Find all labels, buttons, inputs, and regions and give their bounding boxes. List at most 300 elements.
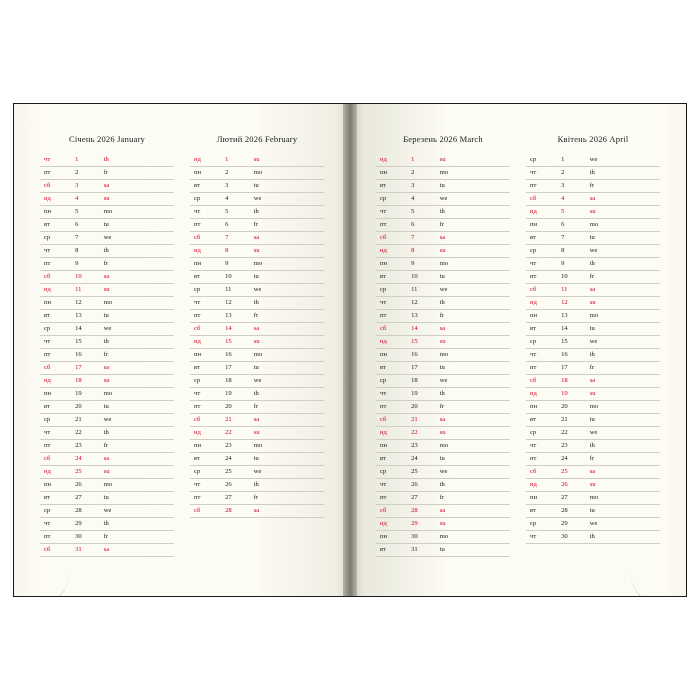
day-weekday-uk: нд: [376, 427, 411, 440]
day-weekday-en: sa: [440, 323, 510, 336]
day-weekday-uk: пн: [376, 167, 411, 180]
day-row: [376, 310, 510, 323]
day-weekday-en: tu: [440, 544, 510, 557]
month-title-february: Лютий 2026 February: [216, 134, 298, 144]
day-number: 5: [75, 206, 104, 219]
day-number: 23: [225, 440, 254, 453]
day-weekday-en: su: [104, 466, 174, 479]
day-row: [40, 336, 174, 349]
day-number: 27: [561, 492, 590, 505]
day-row: [40, 206, 174, 219]
day-weekday-uk: пн: [376, 531, 411, 544]
day-row: [526, 245, 660, 258]
day-weekday-en: we: [440, 466, 510, 479]
day-weekday-en: su: [254, 154, 324, 167]
day-weekday-uk: чт: [376, 297, 411, 310]
day-weekday-en: su: [440, 154, 510, 167]
day-weekday-uk: пн: [376, 349, 411, 362]
day-row: [190, 375, 324, 388]
day-weekday-uk: нд: [376, 336, 411, 349]
day-row: [40, 427, 174, 440]
day-row: [376, 531, 510, 544]
day-weekday-en: fr: [254, 401, 324, 414]
day-row: [376, 245, 510, 258]
month-title-january: Січень 2026 January: [69, 134, 145, 144]
day-number: 18: [411, 375, 440, 388]
day-number: 23: [411, 440, 440, 453]
day-number: 28: [561, 505, 590, 518]
day-number: 12: [75, 297, 104, 310]
day-weekday-en: fr: [254, 219, 324, 232]
day-weekday-uk: пт: [526, 453, 561, 466]
day-weekday-uk: нд: [190, 336, 225, 349]
day-number: 21: [561, 414, 590, 427]
day-number: 2: [561, 167, 590, 180]
day-number: 8: [411, 245, 440, 258]
day-weekday-uk: пн: [526, 401, 561, 414]
day-weekday-en: tu: [254, 362, 324, 375]
day-weekday-en: th: [590, 258, 660, 271]
day-row: [40, 414, 174, 427]
day-weekday-en: sa: [254, 414, 324, 427]
day-weekday-uk: вт: [376, 453, 411, 466]
day-row: [376, 505, 510, 518]
day-weekday-uk: сб: [190, 232, 225, 245]
day-row: [190, 219, 324, 232]
day-weekday-uk: ср: [526, 336, 561, 349]
day-weekday-en: tu: [104, 310, 174, 323]
day-row: [376, 323, 510, 336]
day-row: [190, 349, 324, 362]
day-weekday-en: fr: [590, 180, 660, 193]
day-weekday-uk: пн: [526, 310, 561, 323]
day-row: [526, 336, 660, 349]
day-weekday-en: th: [104, 336, 174, 349]
day-number: 10: [411, 271, 440, 284]
day-number: 16: [75, 349, 104, 362]
day-number: 4: [561, 193, 590, 206]
day-weekday-uk: пт: [40, 258, 75, 271]
day-number: 18: [75, 375, 104, 388]
day-number: 6: [411, 219, 440, 232]
day-number: 12: [561, 297, 590, 310]
day-weekday-uk: чт: [190, 479, 225, 492]
day-row: [40, 245, 174, 258]
day-weekday-uk: пт: [40, 440, 75, 453]
day-weekday-uk: ср: [190, 375, 225, 388]
day-number: 28: [411, 505, 440, 518]
day-weekday-en: sa: [104, 362, 174, 375]
day-weekday-uk: ср: [526, 518, 561, 531]
day-weekday-en: sa: [590, 284, 660, 297]
day-weekday-en: tu: [440, 180, 510, 193]
day-number: 6: [75, 219, 104, 232]
day-weekday-uk: ср: [40, 505, 75, 518]
day-row: [40, 258, 174, 271]
day-weekday-uk: ср: [40, 232, 75, 245]
day-number: 11: [411, 284, 440, 297]
day-number: 15: [561, 336, 590, 349]
day-number: 13: [561, 310, 590, 323]
day-weekday-en: mo: [104, 388, 174, 401]
day-weekday-uk: сб: [526, 284, 561, 297]
day-row: [190, 362, 324, 375]
day-weekday-uk: пн: [376, 258, 411, 271]
day-row: [40, 154, 174, 167]
day-weekday-en: we: [590, 518, 660, 531]
day-weekday-uk: пн: [40, 206, 75, 219]
day-weekday-uk: вт: [190, 180, 225, 193]
day-number: 31: [75, 544, 104, 557]
day-weekday-uk: нд: [526, 297, 561, 310]
day-row: [190, 297, 324, 310]
day-weekday-uk: пт: [526, 362, 561, 375]
day-weekday-en: mo: [590, 310, 660, 323]
day-number: 24: [561, 453, 590, 466]
day-weekday-uk: ср: [376, 284, 411, 297]
day-weekday-uk: сб: [190, 414, 225, 427]
day-number: 25: [225, 466, 254, 479]
day-weekday-uk: вт: [376, 544, 411, 557]
day-row: [376, 466, 510, 479]
day-weekday-uk: нд: [40, 375, 75, 388]
day-row: [190, 427, 324, 440]
day-row: [376, 258, 510, 271]
day-row: [376, 180, 510, 193]
day-weekday-uk: сб: [376, 505, 411, 518]
day-weekday-uk: пт: [376, 401, 411, 414]
day-weekday-en: mo: [104, 206, 174, 219]
calendar-spread: [14, 104, 686, 596]
day-row: [526, 349, 660, 362]
day-number: 15: [411, 336, 440, 349]
day-number: 2: [75, 167, 104, 180]
day-number: 7: [225, 232, 254, 245]
day-number: 26: [225, 479, 254, 492]
day-row: [526, 440, 660, 453]
day-weekday-uk: ср: [190, 466, 225, 479]
day-weekday-en: th: [254, 479, 324, 492]
day-weekday-en: we: [440, 193, 510, 206]
day-number: 21: [411, 414, 440, 427]
day-weekday-en: tu: [590, 323, 660, 336]
day-weekday-uk: чт: [526, 167, 561, 180]
day-weekday-en: tu: [104, 492, 174, 505]
day-weekday-en: su: [104, 284, 174, 297]
day-row: [190, 466, 324, 479]
day-row: [190, 258, 324, 271]
day-weekday-en: su: [104, 375, 174, 388]
day-weekday-uk: сб: [40, 271, 75, 284]
day-weekday-en: tu: [254, 271, 324, 284]
day-weekday-en: fr: [590, 271, 660, 284]
day-number: 20: [411, 401, 440, 414]
day-row: [40, 193, 174, 206]
day-weekday-uk: вт: [526, 323, 561, 336]
day-weekday-uk: пт: [190, 310, 225, 323]
day-weekday-en: sa: [590, 375, 660, 388]
day-row: [376, 518, 510, 531]
day-weekday-en: su: [440, 427, 510, 440]
day-weekday-uk: чт: [190, 206, 225, 219]
day-weekday-uk: вт: [40, 401, 75, 414]
day-number: 22: [75, 427, 104, 440]
day-weekday-uk: ср: [190, 284, 225, 297]
day-row: [526, 505, 660, 518]
day-row: [190, 401, 324, 414]
day-row: [190, 336, 324, 349]
day-weekday-en: sa: [254, 232, 324, 245]
day-row: [526, 310, 660, 323]
day-row: [526, 466, 660, 479]
day-row: [376, 193, 510, 206]
day-row: [376, 440, 510, 453]
day-weekday-uk: сб: [526, 466, 561, 479]
day-weekday-uk: вт: [190, 271, 225, 284]
day-weekday-en: fr: [440, 219, 510, 232]
day-number: 3: [561, 180, 590, 193]
day-row: [40, 518, 174, 531]
day-number: 26: [561, 479, 590, 492]
day-row: [526, 258, 660, 271]
day-row: [376, 219, 510, 232]
day-weekday-en: th: [254, 206, 324, 219]
day-number: 7: [411, 232, 440, 245]
day-weekday-en: th: [440, 388, 510, 401]
day-number: 19: [75, 388, 104, 401]
day-weekday-en: su: [590, 297, 660, 310]
day-weekday-uk: пт: [190, 219, 225, 232]
day-weekday-uk: пт: [190, 492, 225, 505]
day-weekday-en: fr: [590, 362, 660, 375]
day-weekday-uk: нд: [526, 206, 561, 219]
day-weekday-en: we: [440, 375, 510, 388]
day-weekday-en: we: [104, 414, 174, 427]
day-weekday-uk: нд: [526, 388, 561, 401]
day-number: 20: [75, 401, 104, 414]
month-title-march: Березень 2026 March: [403, 134, 483, 144]
day-row: [526, 206, 660, 219]
day-row: [526, 479, 660, 492]
day-row: [190, 492, 324, 505]
day-table-april: [526, 154, 660, 544]
day-row: [190, 206, 324, 219]
day-weekday-uk: пн: [526, 492, 561, 505]
day-number: 1: [225, 154, 254, 167]
day-number: 27: [75, 492, 104, 505]
day-weekday-uk: чт: [40, 336, 75, 349]
day-weekday-uk: чт: [376, 388, 411, 401]
day-row: [376, 427, 510, 440]
day-row: [40, 310, 174, 323]
day-weekday-en: mo: [440, 167, 510, 180]
day-weekday-uk: сб: [526, 193, 561, 206]
day-weekday-uk: вт: [190, 453, 225, 466]
day-weekday-uk: чт: [40, 427, 75, 440]
day-number: 9: [75, 258, 104, 271]
day-number: 29: [411, 518, 440, 531]
day-number: 21: [225, 414, 254, 427]
day-row: [376, 544, 510, 557]
day-number: 9: [225, 258, 254, 271]
month-column-january: [32, 134, 182, 586]
day-row: [190, 167, 324, 180]
day-weekday-uk: сб: [190, 505, 225, 518]
day-number: 20: [561, 401, 590, 414]
day-row: [190, 232, 324, 245]
day-row: [376, 362, 510, 375]
day-row: [40, 440, 174, 453]
day-number: 25: [561, 466, 590, 479]
day-weekday-uk: пн: [40, 297, 75, 310]
day-weekday-uk: нд: [40, 193, 75, 206]
day-weekday-uk: чт: [190, 297, 225, 310]
day-number: 4: [225, 193, 254, 206]
day-weekday-en: tu: [590, 505, 660, 518]
day-number: 8: [561, 245, 590, 258]
day-number: 30: [561, 531, 590, 544]
day-weekday-en: mo: [590, 401, 660, 414]
day-weekday-en: we: [254, 375, 324, 388]
day-weekday-uk: пт: [40, 531, 75, 544]
day-number: 15: [225, 336, 254, 349]
day-weekday-uk: ср: [526, 154, 561, 167]
day-weekday-en: th: [104, 518, 174, 531]
day-weekday-uk: вт: [40, 310, 75, 323]
day-weekday-uk: сб: [526, 375, 561, 388]
day-weekday-uk: сб: [40, 544, 75, 557]
day-number: 23: [561, 440, 590, 453]
day-weekday-en: tu: [104, 401, 174, 414]
day-row: [376, 375, 510, 388]
day-row: [190, 245, 324, 258]
day-weekday-en: tu: [440, 271, 510, 284]
day-weekday-en: mo: [440, 349, 510, 362]
day-weekday-uk: нд: [376, 245, 411, 258]
day-weekday-uk: пт: [526, 180, 561, 193]
day-weekday-en: su: [590, 206, 660, 219]
day-number: 15: [75, 336, 104, 349]
day-weekday-en: th: [104, 427, 174, 440]
day-weekday-uk: чт: [526, 531, 561, 544]
day-row: [40, 271, 174, 284]
day-row: [190, 505, 324, 518]
day-weekday-uk: пт: [376, 219, 411, 232]
day-number: 6: [561, 219, 590, 232]
day-weekday-en: mo: [254, 258, 324, 271]
day-weekday-uk: пн: [40, 388, 75, 401]
day-weekday-en: we: [590, 154, 660, 167]
day-row: [526, 375, 660, 388]
day-row: [40, 453, 174, 466]
day-row: [40, 492, 174, 505]
day-row: [40, 375, 174, 388]
day-number: 22: [561, 427, 590, 440]
day-table-march: [376, 154, 510, 557]
day-weekday-en: fr: [104, 258, 174, 271]
day-row: [40, 401, 174, 414]
day-number: 14: [75, 323, 104, 336]
day-row: [376, 297, 510, 310]
day-row: [376, 232, 510, 245]
day-number: 16: [411, 349, 440, 362]
day-row: [40, 466, 174, 479]
day-weekday-en: su: [104, 193, 174, 206]
day-weekday-uk: пт: [376, 492, 411, 505]
day-weekday-uk: пн: [526, 219, 561, 232]
day-weekday-uk: нд: [190, 245, 225, 258]
day-number: 14: [225, 323, 254, 336]
day-row: [40, 362, 174, 375]
day-row: [40, 531, 174, 544]
day-row: [40, 479, 174, 492]
day-weekday-en: th: [590, 349, 660, 362]
day-weekday-uk: сб: [376, 414, 411, 427]
day-weekday-en: tu: [254, 453, 324, 466]
day-row: [376, 401, 510, 414]
day-weekday-en: fr: [254, 492, 324, 505]
day-weekday-en: su: [440, 518, 510, 531]
day-row: [40, 284, 174, 297]
day-weekday-en: sa: [590, 193, 660, 206]
day-row: [190, 154, 324, 167]
day-weekday-uk: чт: [40, 154, 75, 167]
day-number: 10: [225, 271, 254, 284]
day-number: 4: [411, 193, 440, 206]
day-number: 10: [561, 271, 590, 284]
day-weekday-uk: ср: [376, 466, 411, 479]
day-weekday-en: mo: [254, 349, 324, 362]
day-weekday-uk: вт: [40, 219, 75, 232]
day-row: [40, 505, 174, 518]
day-number: 25: [75, 466, 104, 479]
day-weekday-uk: чт: [376, 206, 411, 219]
day-number: 21: [75, 414, 104, 427]
day-number: 13: [75, 310, 104, 323]
day-weekday-uk: чт: [526, 349, 561, 362]
day-row: [190, 284, 324, 297]
day-weekday-en: su: [590, 479, 660, 492]
day-row: [190, 323, 324, 336]
day-weekday-en: tu: [254, 180, 324, 193]
left-page: [14, 104, 350, 596]
day-weekday-uk: сб: [40, 180, 75, 193]
day-weekday-en: we: [254, 466, 324, 479]
day-weekday-uk: вт: [190, 362, 225, 375]
day-weekday-en: mo: [254, 167, 324, 180]
day-weekday-uk: пн: [190, 440, 225, 453]
day-number: 23: [75, 440, 104, 453]
day-number: 14: [411, 323, 440, 336]
day-row: [526, 518, 660, 531]
day-number: 14: [561, 323, 590, 336]
day-weekday-uk: пт: [40, 167, 75, 180]
day-row: [40, 297, 174, 310]
day-number: 19: [561, 388, 590, 401]
day-weekday-uk: ср: [376, 375, 411, 388]
day-row: [376, 492, 510, 505]
day-weekday-en: mo: [440, 440, 510, 453]
day-row: [526, 193, 660, 206]
day-number: 24: [75, 453, 104, 466]
day-weekday-en: fr: [254, 310, 324, 323]
day-row: [40, 180, 174, 193]
day-weekday-en: th: [590, 531, 660, 544]
day-row: [376, 284, 510, 297]
day-weekday-en: su: [590, 388, 660, 401]
day-weekday-uk: вт: [376, 271, 411, 284]
day-row: [40, 323, 174, 336]
